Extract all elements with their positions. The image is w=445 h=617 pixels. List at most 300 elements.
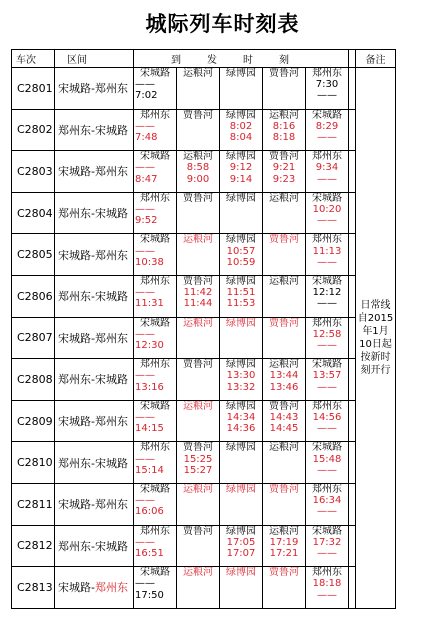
remarks-line: 10日起: [359, 338, 392, 350]
train-number: C2806: [12, 275, 55, 317]
timetable-body: [12, 68, 396, 609]
station-name: 宋城路: [140, 68, 170, 79]
gap-cell: [349, 442, 356, 484]
remarks-line: 自2015: [357, 312, 394, 324]
time-value: 16:06: [135, 506, 164, 518]
station-time-cell: [134, 567, 177, 609]
time-value: 11:44: [183, 298, 213, 310]
station-time-cell: [177, 442, 220, 484]
route-from: 宋城路: [58, 581, 91, 595]
station-time-cell: [177, 317, 220, 359]
station-name: 郑州东: [140, 525, 170, 537]
station-name: 郑州东: [140, 359, 170, 371]
station-name: 运粮河: [269, 525, 299, 537]
gap-cell: [349, 109, 356, 151]
station-name: 贾鲁河: [183, 359, 213, 371]
station-name: 郑州东: [140, 109, 170, 121]
station-name: 贾鲁河: [269, 483, 299, 495]
route-separator: -: [91, 207, 95, 221]
station-name: 郑州东: [312, 483, 342, 495]
station-time-cell: [220, 109, 263, 151]
remarks-line: 刻开行: [360, 364, 391, 376]
time-value: 17:19: [269, 536, 299, 548]
time-value: 10:38: [135, 256, 164, 268]
route-from: 郑州东: [58, 123, 91, 137]
header-row: [12, 50, 396, 68]
route-separator: -: [91, 123, 95, 137]
station-name: 运粮河: [269, 442, 299, 454]
table-row: [12, 68, 396, 110]
route-separator: -: [91, 248, 95, 262]
station-time-cell: [263, 442, 306, 484]
dash-line: ——: [317, 215, 337, 227]
station-time-cell: [134, 400, 177, 442]
dash-line: ——: [317, 423, 337, 435]
dash-line: ——: [135, 287, 155, 299]
gap-cell: [349, 317, 356, 359]
station-time-cell: [306, 359, 349, 401]
dash-line: ——: [317, 589, 337, 601]
station-time-cell: [177, 151, 220, 193]
time-value: 17:21: [269, 547, 299, 559]
gap-cell: [349, 483, 356, 525]
gap-cell: [349, 525, 356, 567]
route-from: 宋城路: [58, 498, 91, 512]
station-name: 运粮河: [183, 234, 213, 246]
station-name: 宋城路: [312, 359, 342, 371]
remarks-line: 按新时: [360, 351, 391, 363]
time-value: 15:27: [183, 464, 213, 476]
train-number: C2804: [12, 192, 55, 234]
route-separator: -: [91, 415, 95, 429]
station-name: 郑州东: [312, 234, 342, 246]
header-gap: [349, 50, 356, 68]
station-time-cell: [263, 525, 306, 567]
station-name: 绿博园: [226, 151, 256, 163]
remarks-line: 日常线: [360, 299, 391, 311]
time-value: 18:18: [312, 578, 342, 590]
station-time-cell: [263, 234, 306, 276]
time-value: 11:31: [135, 298, 164, 310]
station-time-cell: [263, 400, 306, 442]
route-to: 宋城路: [94, 290, 128, 304]
route-cell: [55, 317, 134, 359]
table-row: [12, 525, 396, 567]
dash-line: ——: [135, 120, 155, 132]
route-from: 郑州东: [58, 207, 91, 221]
route-cell: [55, 68, 134, 110]
header-section: 区间: [55, 50, 134, 68]
train-number: C2811: [12, 483, 55, 525]
time-value: 17:07: [226, 547, 256, 559]
time-value: 14:43: [269, 411, 299, 423]
station-name: 贾鲁河: [183, 525, 213, 537]
station-time-cell: [306, 525, 349, 567]
train-number: C2812: [12, 525, 55, 567]
time-value: 10:59: [226, 256, 256, 268]
train-number: C2803: [12, 151, 55, 193]
route-from: 宋城路: [58, 82, 91, 96]
station-name: 绿博园: [226, 317, 256, 329]
route-separator: -: [91, 373, 95, 387]
time-value: 13:57: [312, 370, 342, 382]
route-from: 郑州东: [58, 456, 91, 470]
time-value: 16:51: [135, 547, 164, 559]
route-to: 宋城路: [94, 373, 128, 387]
station-name: 绿博园: [226, 525, 256, 537]
train-number: C2805: [12, 234, 55, 276]
time-value: 9:34: [315, 162, 339, 174]
route-separator: -: [91, 331, 95, 345]
time-value: 8:18: [272, 132, 296, 143]
station-time-cell: [220, 317, 263, 359]
station-name: 绿博园: [226, 567, 256, 579]
station-name: 郑州东: [312, 151, 342, 163]
time-value: 17:50: [135, 589, 164, 601]
station-time-cell: [220, 359, 263, 401]
dash-line: ——: [135, 203, 155, 215]
station-name: 运粮河: [269, 109, 299, 121]
station-time-cell: [177, 275, 220, 317]
station-time-cell: [263, 359, 306, 401]
train-number: C2802: [12, 109, 55, 151]
station-name: 郑州东: [140, 442, 170, 454]
station-name: 绿博园: [226, 68, 256, 79]
time-value: 14:34: [226, 411, 256, 423]
station-name: 运粮河: [183, 151, 213, 163]
route-to: 郑州东: [94, 82, 128, 96]
header-times: 到发时刻: [134, 50, 349, 68]
route-cell: [55, 442, 134, 484]
train-number: C2813: [12, 567, 55, 609]
train-number: C2810: [12, 442, 55, 484]
time-value: 14:45: [269, 423, 299, 435]
station-time-cell: [306, 567, 349, 609]
station-name: 贾鲁河: [269, 317, 299, 329]
route-to: 郑州东: [94, 581, 128, 595]
header-train: 车次: [12, 50, 55, 68]
station-name: 贾鲁河: [183, 275, 213, 287]
station-name: 贾鲁河: [183, 192, 213, 204]
station-time-cell: [306, 317, 349, 359]
station-time-cell: [220, 442, 263, 484]
time-value: 7:48: [135, 132, 158, 143]
station-time-cell: [220, 483, 263, 525]
station-time-cell: [263, 483, 306, 525]
table-row: [12, 567, 396, 609]
station-name: 运粮河: [269, 275, 299, 287]
station-name: 绿博园: [226, 359, 256, 371]
gap-cell: [349, 359, 356, 401]
time-value: 10:20: [312, 203, 342, 215]
station-time-cell: [306, 234, 349, 276]
table-row: [12, 275, 396, 317]
station-name: 运粮河: [183, 567, 213, 579]
dash-line: ——: [317, 464, 337, 476]
route-separator: -: [91, 456, 95, 470]
time-value: 14:36: [226, 423, 256, 435]
station-time-cell: [306, 192, 349, 234]
time-value: 7:02: [135, 90, 158, 102]
station-time-cell: [306, 442, 349, 484]
time-value: 16:34: [312, 495, 342, 507]
station-time-cell: [263, 192, 306, 234]
time-value: 8:16: [272, 120, 296, 132]
station-time-cell: [306, 68, 349, 110]
table-row: [12, 442, 396, 484]
station-name: 郑州东: [312, 317, 342, 329]
train-number: C2801: [12, 68, 55, 110]
station-time-cell: [134, 442, 177, 484]
station-time-cell: [134, 359, 177, 401]
station-time-cell: [134, 275, 177, 317]
dash-line: ——: [135, 328, 155, 340]
time-value: 11:51: [226, 287, 256, 299]
dash-line: ——: [135, 578, 155, 590]
station-name: 贾鲁河: [269, 151, 299, 163]
dash-line: ——: [317, 298, 337, 310]
station-time-cell: [177, 483, 220, 525]
station-name: 郑州东: [140, 192, 170, 204]
train-number: C2808: [12, 359, 55, 401]
dash-line: ——: [135, 495, 155, 507]
station-name: 贾鲁河: [183, 442, 213, 454]
station-time-cell: [220, 275, 263, 317]
page-title: 城际列车时刻表: [145, 12, 300, 36]
route-from: 郑州东: [58, 539, 91, 553]
station-name: 宋城路: [312, 109, 342, 121]
station-time-cell: [177, 109, 220, 151]
time-value: 13:30: [226, 370, 256, 382]
dash-line: ——: [317, 256, 337, 268]
time-value: 8:47: [135, 173, 158, 185]
station-name: 绿博园: [226, 483, 256, 495]
station-name: 绿博园: [226, 400, 256, 412]
route-separator: -: [91, 581, 95, 595]
route-to: 郑州东: [94, 498, 128, 512]
time-value: 9:21: [272, 162, 296, 174]
time-value: 9:23: [272, 173, 296, 185]
station-time-cell: [220, 525, 263, 567]
time-value: 12:58: [312, 328, 342, 340]
station-name: 宋城路: [140, 567, 170, 579]
time-value: 8:02: [229, 120, 253, 132]
route-cell: [55, 400, 134, 442]
station-time-cell: [134, 234, 177, 276]
station-time-cell: [177, 567, 220, 609]
route-to: 郑州东: [94, 415, 128, 429]
dash-line: ——: [135, 536, 155, 548]
dash-line: ——: [317, 90, 337, 102]
dash-line: ——: [135, 162, 155, 174]
route-to: 宋城路: [94, 207, 128, 221]
route-cell: [55, 234, 134, 276]
station-name: 绿博园: [226, 442, 256, 454]
route-to: 郑州东: [94, 331, 128, 345]
time-value: 7:30: [315, 79, 339, 91]
time-value: 10:57: [226, 245, 256, 257]
station-time-cell: [306, 275, 349, 317]
dash-line: ——: [135, 79, 155, 91]
time-value: 11:53: [226, 298, 256, 310]
station-name: 宋城路: [140, 317, 170, 329]
dash-line: ——: [135, 411, 155, 423]
dash-line: ——: [135, 453, 155, 465]
station-time-cell: [263, 317, 306, 359]
station-name: 运粮河: [183, 400, 213, 412]
station-time-cell: [134, 525, 177, 567]
time-value: 13:46: [269, 381, 299, 393]
station-time-cell: [134, 68, 177, 110]
route-from: 宋城路: [58, 248, 91, 262]
station-name: 运粮河: [183, 317, 213, 329]
time-value: 12:30: [135, 339, 164, 351]
route-from: 郑州东: [58, 373, 91, 387]
station-name: 宋城路: [312, 442, 342, 454]
train-number: C2809: [12, 400, 55, 442]
station-name: 贾鲁河: [183, 109, 213, 121]
gap-cell: [349, 400, 356, 442]
station-time-cell: [134, 483, 177, 525]
remarks-line: 年1月: [362, 325, 389, 337]
time-value: 13:44: [269, 370, 299, 382]
route-cell: [55, 567, 134, 609]
station-time-cell: [263, 109, 306, 151]
station-name: 宋城路: [140, 483, 170, 495]
table-row: [12, 109, 396, 151]
station-time-cell: [220, 68, 263, 110]
station-time-cell: [177, 525, 220, 567]
station-name: 宋城路: [140, 151, 170, 163]
dash-line: ——: [317, 381, 337, 393]
station-name: 宋城路: [140, 234, 170, 246]
station-time-cell: [220, 567, 263, 609]
station-name: 运粮河: [269, 192, 299, 204]
route-cell: [55, 109, 134, 151]
station-time-cell: [220, 192, 263, 234]
gap-cell: [349, 275, 356, 317]
gap-cell: [349, 567, 356, 609]
station-name: 郑州东: [312, 400, 342, 412]
route-cell: [55, 151, 134, 193]
route-separator: -: [91, 290, 95, 304]
time-value: 8:04: [229, 132, 253, 143]
station-name: 贾鲁河: [269, 400, 299, 412]
station-time-cell: [177, 192, 220, 234]
time-value: 15:14: [135, 464, 164, 476]
table-row: [12, 151, 396, 193]
timetable: [11, 49, 396, 609]
station-time-cell: [306, 483, 349, 525]
dash-line: ——: [317, 339, 337, 351]
time-value: 15:25: [183, 453, 213, 465]
station-time-cell: [306, 151, 349, 193]
station-time-cell: [134, 192, 177, 234]
dash-line: ——: [317, 132, 337, 143]
route-cell: [55, 483, 134, 525]
station-time-cell: [220, 234, 263, 276]
station-name: 贾鲁河: [269, 234, 299, 246]
time-value: 11:13: [312, 245, 342, 257]
station-time-cell: [220, 400, 263, 442]
station-name: 宋城路: [312, 275, 342, 287]
table-row: [12, 359, 396, 401]
dash-line: ——: [135, 245, 155, 257]
station-name: 贾鲁河: [269, 567, 299, 579]
station-name: 郑州东: [312, 68, 342, 79]
route-cell: [55, 192, 134, 234]
station-time-cell: [177, 400, 220, 442]
route-from: 宋城路: [58, 331, 91, 345]
gap-cell: [349, 68, 356, 110]
table-row: [12, 234, 396, 276]
station-time-cell: [263, 275, 306, 317]
station-name: 郑州东: [140, 275, 170, 287]
route-cell: [55, 525, 134, 567]
gap-cell: [349, 151, 356, 193]
time-value: 9:12: [229, 162, 253, 174]
dash-line: ——: [317, 506, 337, 518]
station-time-cell: [306, 400, 349, 442]
remarks-cell: [356, 68, 396, 609]
dash-line: ——: [317, 547, 337, 559]
time-value: 15:48: [312, 453, 342, 465]
station-name: 绿博园: [226, 192, 256, 204]
time-value: 8:29: [315, 120, 339, 132]
station-time-cell: [134, 109, 177, 151]
route-to: 郑州东: [94, 248, 128, 262]
table-row: [12, 317, 396, 359]
station-name: 贾鲁河: [269, 68, 299, 79]
station-time-cell: [263, 151, 306, 193]
time-value: 12:12: [312, 287, 342, 299]
time-value: 14:15: [135, 423, 164, 435]
route-separator: -: [91, 165, 95, 179]
route-cell: [55, 359, 134, 401]
dash-line: ——: [317, 173, 337, 185]
station-time-cell: [263, 567, 306, 609]
station-name: 绿博园: [226, 275, 256, 287]
route-separator: -: [91, 82, 95, 96]
station-name: 宋城路: [140, 400, 170, 412]
station-name: 绿博园: [226, 109, 256, 121]
route-to: 郑州东: [94, 165, 128, 179]
table-row: [12, 483, 396, 525]
station-name: 运粮河: [183, 483, 213, 495]
station-name: 运粮河: [269, 359, 299, 371]
time-value: 9:52: [135, 215, 158, 227]
station-name: 宋城路: [312, 525, 342, 537]
time-value: 14:56: [312, 411, 342, 423]
route-from: 宋城路: [58, 415, 91, 429]
station-time-cell: [306, 109, 349, 151]
station-name: 运粮河: [183, 68, 213, 79]
table-row: [12, 400, 396, 442]
station-name: 绿博园: [226, 234, 256, 246]
route-to: 宋城路: [94, 123, 128, 137]
time-value: 9:00: [186, 173, 210, 185]
time-value: 9:14: [229, 173, 253, 185]
gap-cell: [349, 192, 356, 234]
time-value: 13:32: [226, 381, 256, 393]
station-time-cell: [134, 151, 177, 193]
station-time-cell: [177, 234, 220, 276]
station-time-cell: [134, 317, 177, 359]
station-name: 宋城路: [312, 192, 342, 204]
time-value: 17:32: [312, 536, 342, 548]
route-to: 宋城路: [94, 456, 128, 470]
route-cell: [55, 275, 134, 317]
